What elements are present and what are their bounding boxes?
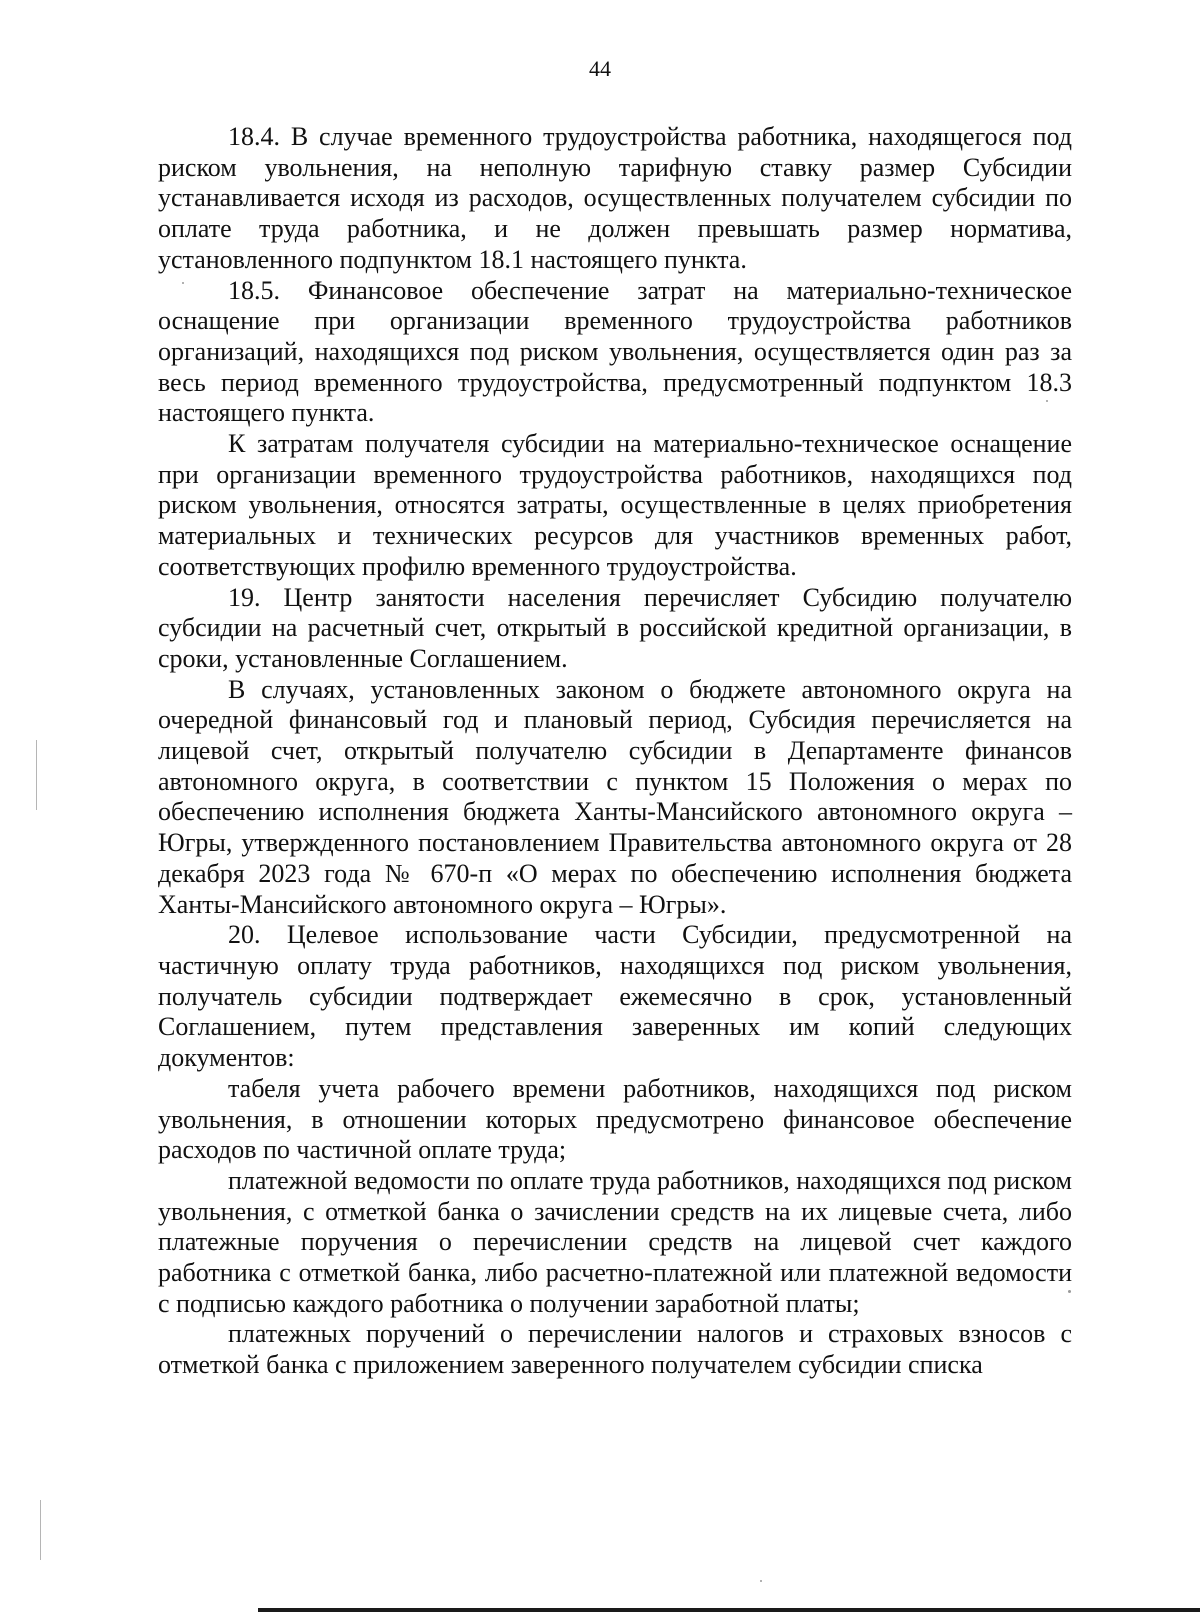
- paragraph-18-5: 18.5. Финансовое обеспечение затрат на материально-техническое оснащение при организации временного трудоустройства работников организаций, находящихся под риском увольнения, осуществляется один раз за весь период временного трудоустройства, предусмотренный подпунктом 18.3 настоящего пункта.: [158, 275, 1072, 428]
- scan-speck: [1068, 1290, 1071, 1293]
- scan-speck: [760, 1580, 762, 1582]
- paragraph-timesheet: табеля учета рабочего времени работников, находящихся под риском увольнения, в отношении которых предусмотрено финансовое обеспечение расходов по частичной оплате труда;: [158, 1073, 1072, 1165]
- page-number: 44: [589, 56, 611, 81]
- scan-speck: [1046, 400, 1048, 402]
- paragraph-budget-cases: В случаях, установленных законом о бюджете автономного округа на очередной финансовый год и плановый период, Субсидия перечисляется на лицевой счет, открытый получателю субсидии в Департаменте финансов автономного округа, в соответствии с пунктом 15 Положения о мерах по обеспечению исполнения бюджета Ханты-Мансийского автономного округа – Югры, утвержденного постановлением Правительства автономного округа от 28 декабря 2023 года № 670-п «О мерах по обеспечению исполнения бюджета Ханты-Мансийского автономного округа – Югры».: [158, 674, 1072, 919]
- paragraph-costs: К затратам получателя субсидии на материально-техническое оснащение при организации временного трудоустройства работников, находящихся под риском увольнения, относятся затраты, осуществленные в целях приобретения материальных и технических ресурсов для участников временных работ, соответствующих профилю временного трудоустройства.: [158, 429, 1072, 581]
- paragraph-tax-orders: платежных поручений о перечислении налогов и страховых взносов с отметкой банка с приложением заверенного получателем субсидии списка: [158, 1319, 1072, 1380]
- scan-speck: [182, 282, 184, 284]
- scan-bottom-edge: [258, 1608, 1200, 1612]
- paragraph-19: 19. Центр занятости населения перечисляет Субсидию получателю субсидии на расчетный счет, открытый в российской кредитной организации, в сроки, установленные Соглашением.: [158, 582, 1072, 673]
- paragraph-18-4: 18.4. В случае временного трудоустройства работника, находящегося под риском увольнения, на неполную тарифную ставку размер Субсидии устанавливается исходя из расходов, осуществленных получателем субсидии по оплате труда работника, и не должен превышать размер норматива, установленного подпунктом 18.1 настоящего пункта.: [158, 122, 1072, 274]
- document-body: [158, 122, 1072, 1381]
- scan-margin-mark: [36, 740, 37, 810]
- scan-margin-mark: [40, 1500, 41, 1560]
- paragraph-payroll: платежной ведомости по оплате труда работников, находящихся под риском увольнения, с отметкой банка о зачислении средств на их лицевые счета, либо платежные поручения о перечислении средств на лицевой счет каждого работника с отметкой банка, либо расчетно-платежной или платежной ведомости с подписью каждого работника о получении заработной платы;: [158, 1165, 1072, 1318]
- paragraph-20: 20. Целевое использование части Субсидии, предусмотренной на частичную оплату труда работников, находящихся под риском увольнения, получатель субсидии подтверждает ежемесячно в срок, установленный Соглашением, путем представления заверенных им копий следующих документов:: [158, 920, 1072, 1073]
